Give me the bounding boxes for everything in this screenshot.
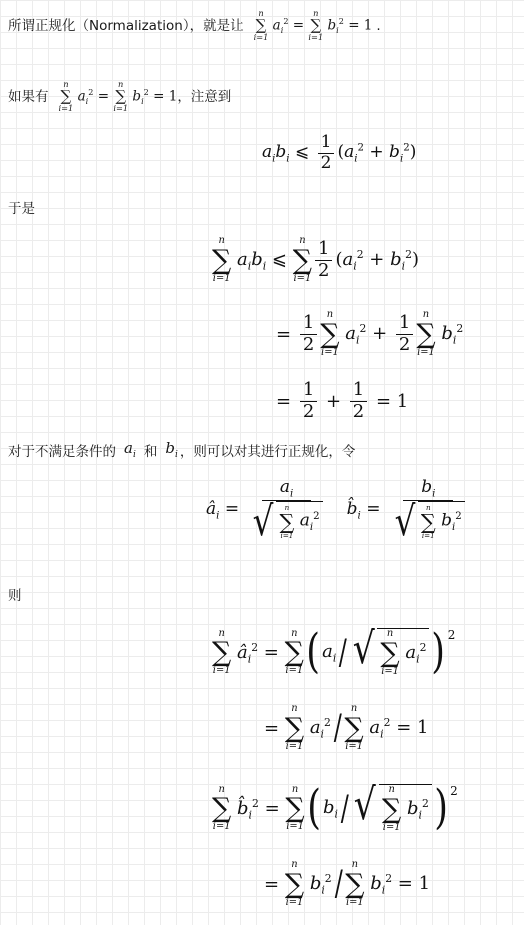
a-hat-step-1: n ∑ i=1 $â_i^2$ = n ∑ i=1 ( $a_i$ / √ n ∑ i=1 $a_i^2$ ) $^2$	[212, 624, 456, 680]
derivation-step-2: = $\frac{1}{2}$ n ∑ i=1 $a_i^2$ + $\frac{1}{2}$ n ∑ i=1 $b_i^2$	[276, 309, 464, 358]
therefore-line	[8, 199, 35, 219]
intro-line	[8, 9, 381, 42]
intro-period: .	[376, 17, 381, 34]
normalization-definition: $â_i$ = $a_i$ √ n ∑ i=1 $a_i^2$ $b̂_i$ = $b_i$ √ n ∑ i=1 $b_i^2$	[206, 478, 471, 542]
therefore-text: 于是	[8, 201, 35, 217]
a-i-symbol: $a_i$	[124, 439, 136, 460]
if-text: 如果有	[8, 88, 49, 105]
am-gm-inequality: $a_ib_i$ ⩽ $\frac{1}{2}$ $(a_i^2 + b_i^2)$	[262, 132, 417, 173]
derivation-step-3: = $\frac{1}{2}$ + $\frac{1}{2}$ = 1	[276, 379, 409, 422]
intro-text: 所谓正规化（Normalization），就是让	[8, 17, 244, 34]
then-line	[8, 586, 22, 606]
then-text: 则	[8, 588, 22, 604]
note-text: ，注意到	[177, 88, 232, 105]
normalize-text-3: ，则可以对其进行正规化，令	[179, 443, 356, 460]
b-hat-step-2: = n ∑ i=1 $b_i^2$ / n ∑ i=1 $b_i^2 = 1$	[264, 859, 431, 908]
normalize-line	[8, 438, 355, 465]
b-hat-step-1: n ∑ i=1 $b̂_i^2$ = n ∑ i=1 ( $b_i$ / √ n ∑ i=1 $b_i^2$ ) $^2$	[212, 780, 458, 836]
normalize-text-1: 对于不满足条件的	[8, 443, 116, 460]
norm-condition-formula: n ∑ i=1 $a_i^2$ = n ∑ i=1 $b_i^2 = 1$	[253, 8, 373, 43]
a-hat-step-2: = n ∑ i=1 $a_i^2$ / n ∑ i=1 $a_i^2 = 1$	[264, 703, 429, 752]
if-condition-formula: n ∑ i=1 $a_i^2$ = n ∑ i=1 $b_i^2 = 1$	[58, 79, 178, 114]
if-line	[8, 80, 231, 113]
normalize-text-2: 和	[143, 443, 158, 460]
derivation-step-1: n ∑ i=1 $a_ib_i$ ⩽ n ∑ i=1 $\frac{1}{2}$ $(a_i^2 + b_i^2)$	[212, 235, 419, 284]
b-i-symbol: $b_i$	[165, 439, 178, 460]
